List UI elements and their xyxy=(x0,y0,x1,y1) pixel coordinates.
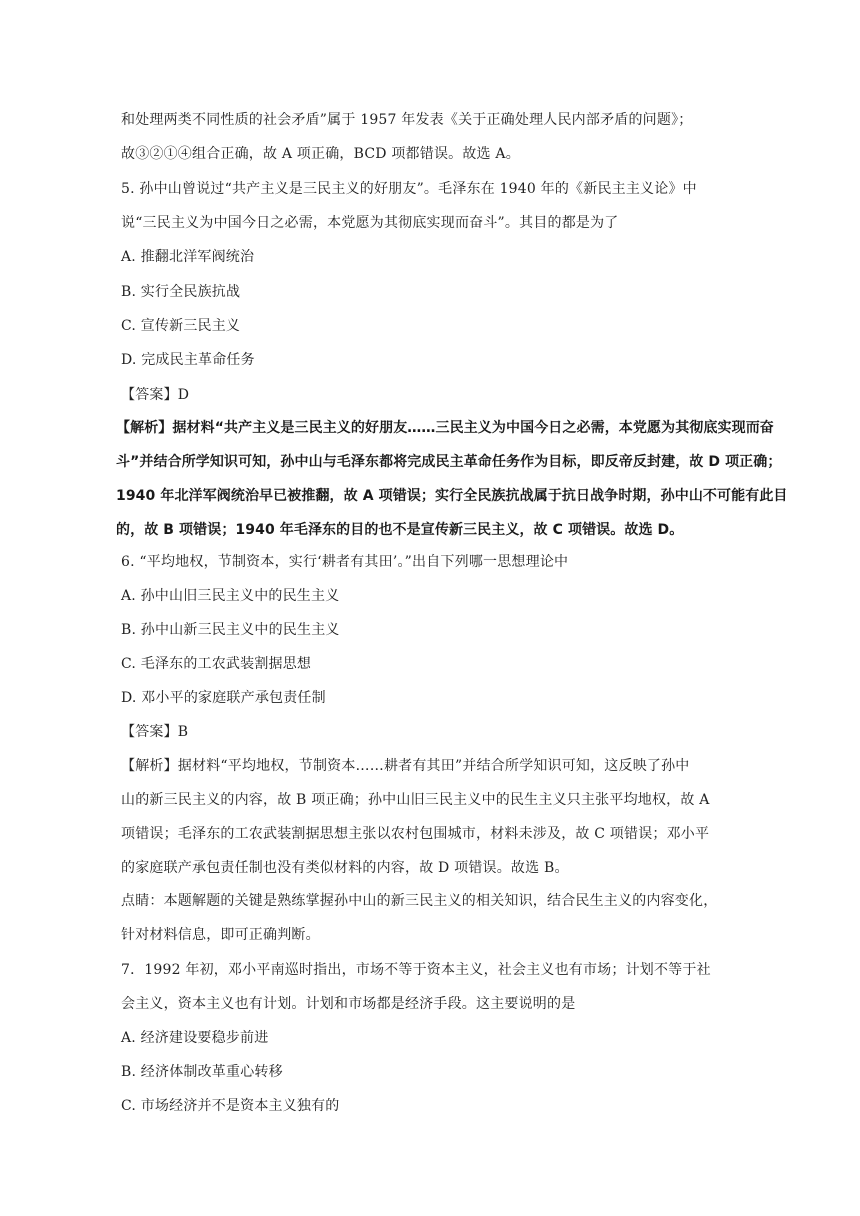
question-6-explanation-line-1: 【解析】据材料“平均地权，节制资本……耕者有其田”并结合所学知识可知，这反映了孙中 xyxy=(121,758,690,774)
question-6-explanation-line-4: 的家庭联产承包责任制也没有类似材料的内容，故 D 项错误。故选 B。 xyxy=(121,860,569,876)
question-5-line-2: 说“三民主义为中国今日之必需，本党愿为其彻底实现而奋斗”。其目的都是为了 xyxy=(121,215,619,231)
continuation-line-2: 故③②①④组合正确，故 A 项正确，BCD 项都错误。故选 A。 xyxy=(121,146,520,162)
question-5-explanation-line-4: 的，故 B 项错误；1940 年毛泽东的目的也不是宣传新三民主义，故 C 项错误。故选 D。 xyxy=(116,522,684,538)
question-7-line-2: 会主义，资本主义也有计划。计划和市场都是经济手段。这主要说明的是 xyxy=(121,996,576,1012)
question-5-answer: 【答案】D xyxy=(121,387,190,403)
question-6-explanation-line-3: 项错误；毛泽东的工农武装割据思想主张以农村包围城市，材料未涉及，故 C 项错误；邓小平 xyxy=(121,826,710,842)
question-5-explanation-line-1: 【解析】据材料“共产主义是三民主义的好朋友……三民主义为中国今日之必需，本党愿为其彻底实现而奋 xyxy=(116,420,774,436)
question-5-option-d: D. 完成民主革命任务 xyxy=(121,352,255,368)
question-5-explanation-line-3: 1940 年北洋军阀统治早已被推翻，故 A 项错误；实行全民族抗战属于抗日战争时期，孙中山不可能有此目 xyxy=(116,488,788,504)
question-7-option-b: B. 经济体制改革重心转移 xyxy=(121,1064,283,1080)
question-6-option-d: D. 邓小平的家庭联产承包责任制 xyxy=(121,690,326,706)
question-6-option-a: A. 孙中山旧三民主义中的民生主义 xyxy=(121,588,340,604)
question-5-line-1: 5. 孙中山曾说过“共产主义是三民主义的好朋友”。毛泽东在 1940 年的《新民主主义论》中 xyxy=(121,181,697,197)
question-6-explanation-line-2: 山的新三民主义的内容，故 B 项正确；孙中山旧三民主义中的民生主义只主张平均地权，故 A xyxy=(121,792,710,808)
question-5-explanation-line-2: 斗”并结合所学知识可知，孙中山与毛泽东都将完成民主革命任务作为目标，即反帝反封建，故 D 项正确； xyxy=(116,454,782,470)
question-5-option-a: A. 推翻北洋军阀统治 xyxy=(121,249,255,265)
question-6-tip-line-2: 针对材料信息，即可正确判断。 xyxy=(121,927,320,943)
question-6-option-c: C. 毛泽东的工农武装割据思想 xyxy=(121,656,312,672)
question-6-answer: 【答案】B xyxy=(121,724,189,740)
question-7-option-c: C. 市场经济并不是资本主义独有的 xyxy=(121,1098,340,1114)
continuation-line-1: 和处理两类不同性质的社会矛盾”属于 1957 年发表《关于正确处理人民内部矛盾的问题》； xyxy=(121,112,693,128)
question-7-option-a: A. 经济建设要稳步前进 xyxy=(121,1030,269,1046)
question-5-option-c: C. 宣传新三民主义 xyxy=(121,318,241,334)
question-6-stem: 6. “平均地权，节制资本，实行‘耕者有其田’。”出自下列哪一思想理论中 xyxy=(121,554,569,570)
question-5-option-b: B. 实行全民族抗战 xyxy=(121,284,241,300)
question-7-line-1: 7．1992 年初，邓小平南巡时指出，市场不等于资本主义，社会主义也有市场；计划不等于社 xyxy=(121,962,711,978)
question-6-option-b: B. 孙中山新三民主义中的民生主义 xyxy=(121,622,340,638)
question-6-tip-line-1: 点睛：本题解题的关键是熟练掌握孙中山的新三民主义的相关知识，结合民生主义的内容变化， xyxy=(121,893,718,909)
